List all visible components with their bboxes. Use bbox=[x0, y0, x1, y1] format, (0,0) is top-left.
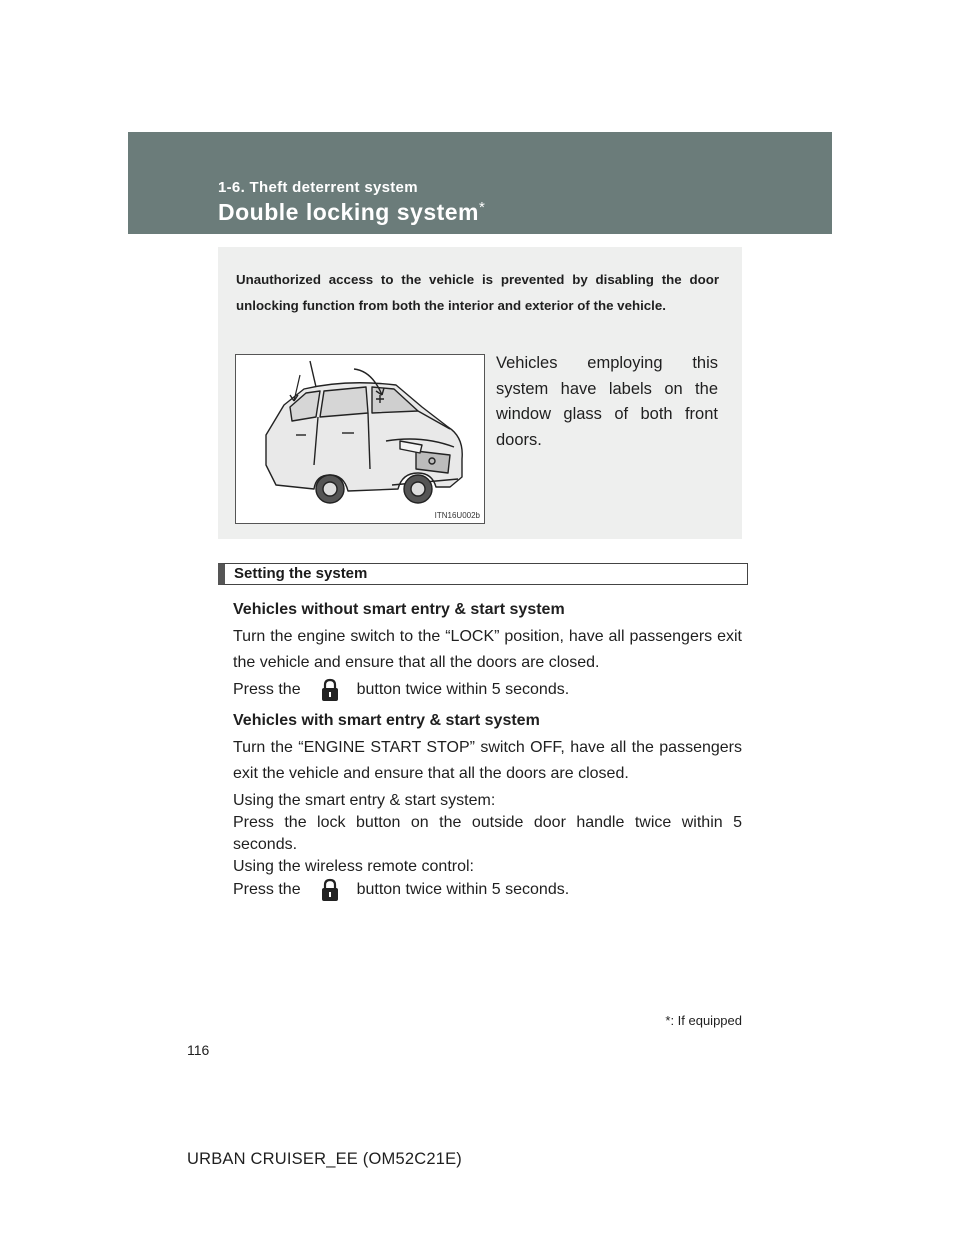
intro-box bbox=[218, 247, 742, 539]
page-title bbox=[218, 199, 485, 226]
press-lock-line-2 bbox=[233, 878, 742, 902]
footer-model-code: URBAN CRUISER_EE (OM52C21E) bbox=[187, 1150, 462, 1168]
press-prefix: Press the bbox=[233, 681, 301, 698]
car-drawing bbox=[236, 355, 484, 523]
press-lock-line-1 bbox=[233, 677, 742, 703]
smart-entry-instructions bbox=[233, 790, 742, 902]
press-suffix: button twice within 5 seconds. bbox=[356, 681, 570, 698]
using-smart-entry-label: Using the smart entry & start system: bbox=[233, 792, 496, 809]
footnote-mark: * bbox=[665, 1013, 671, 1028]
heading-with-smart-entry: Vehicles with smart entry & start system bbox=[233, 712, 540, 729]
lock-icon bbox=[319, 878, 341, 902]
figure-caption: Vehicles employing this system have labels on the window glass of both front doors. bbox=[496, 354, 718, 449]
header-band bbox=[128, 132, 832, 234]
page-title-text: Double locking system bbox=[218, 199, 480, 225]
footnote bbox=[665, 1013, 742, 1028]
paragraph-without-smart-entry: Turn the engine switch to the “LOCK” position, have all passengers exit the vehicle and ensure that all the doors are closed. bbox=[233, 628, 742, 671]
footnote-text: : If equipped bbox=[670, 1013, 742, 1028]
lock-icon bbox=[319, 678, 341, 702]
subheading-bar bbox=[218, 563, 748, 585]
using-smart-entry-text: Press the lock button on the outside door handle twice within 5 seconds. bbox=[233, 814, 742, 853]
vehicle-illustration bbox=[235, 354, 485, 524]
section-label: 1-6. Theft deterrent system bbox=[218, 179, 418, 196]
press-prefix-2: Press the bbox=[233, 881, 301, 899]
paragraph-with-smart-entry: Turn the “ENGINE START STOP” switch OFF, have all the passengers exit the vehicle and ensure that all the doors are closed. bbox=[233, 739, 742, 782]
press-suffix-2: button twice within 5 seconds. bbox=[356, 881, 570, 899]
intro-text: Unauthorized access to the vehicle is prevented by disabling the door unlocking function from both the interior and exterior of the vehicle. bbox=[236, 272, 719, 313]
subheading-setting-the-system: Setting the system bbox=[234, 565, 368, 582]
title-footnote-mark: * bbox=[479, 199, 486, 216]
using-remote-label: Using the wireless remote control: bbox=[233, 858, 474, 875]
heading-without-smart-entry: Vehicles without smart entry & start system bbox=[233, 601, 565, 618]
figure-code: ITN16U002b bbox=[434, 511, 480, 520]
page-number: 116 bbox=[187, 1042, 210, 1058]
